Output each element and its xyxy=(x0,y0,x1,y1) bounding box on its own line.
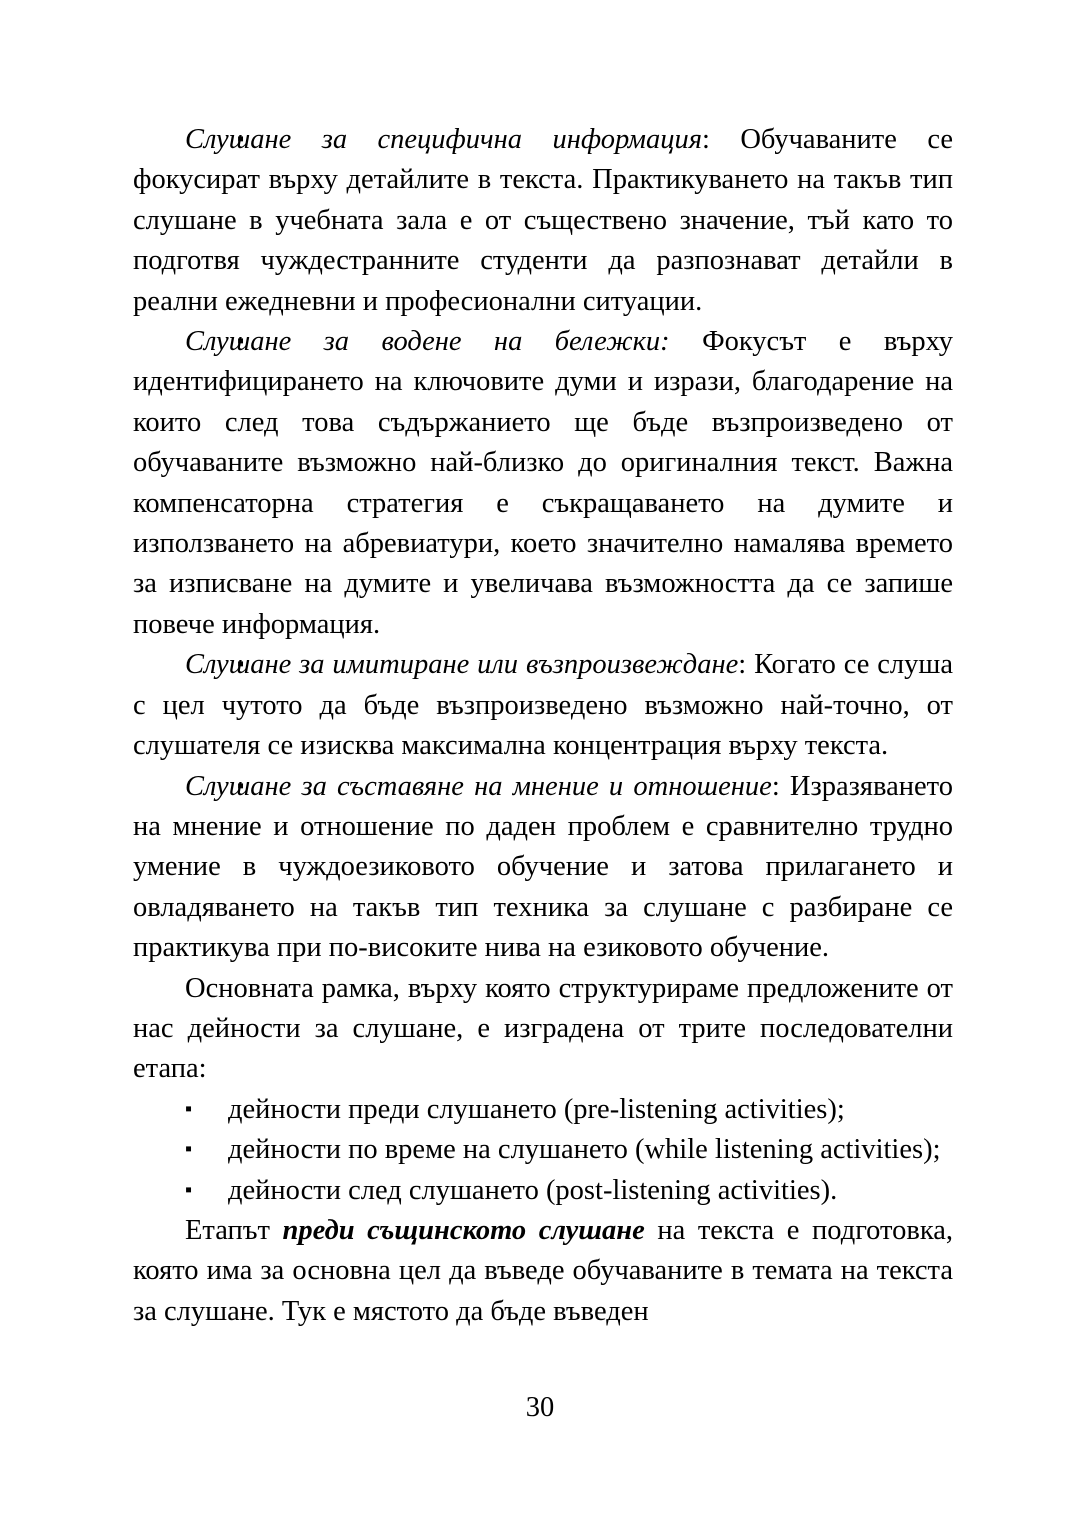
list-item-text: Фокусът е върху идентифицирането на ключовите думи и изрази, благодарение на които след това съдържанието ще бъде възпроизведено от обучаваните възможно най-близко до оригиналния текст. Важна компенсаторна стратегия е съкращаването на думите и използването на абревиатури, което значително намалява времето за изписване на думите и увеличава възможността да се запише повече информация. xyxy=(133,326,953,640)
paragraph-text-part2: на текста е подготовка, която има за основна цел да въведе обучаваните в темата на текста за слушане. Тук е мястото да бъде въведен xyxy=(133,1214,954,1327)
paragraph-framework: Основната рамка, върху която структурираме предложените от нас дейности за слушане, е изградена от трите последователни етапа: xyxy=(133,972,953,1085)
list-item: ▪ дейности след слушането (post-listening activities). xyxy=(133,1171,953,1211)
list-item-text: : Изразяването на мнение и отношение по даден проблем е сравнително трудно умение в чуждоезиковото обучение и затова прилагането и овладяването на такъв тип техника за слушане с разбиране се практикува при по-високите нива на езиковото обучение. xyxy=(133,770,953,964)
list-item xyxy=(133,322,953,645)
paragraph-text-part1: Етапът xyxy=(185,1214,283,1246)
list-item-lead: Слушане за съставяне на мнение и отношение xyxy=(185,770,772,802)
list-item xyxy=(133,645,953,766)
list-item xyxy=(133,767,953,969)
list-item-lead: Слушане за специфична информация xyxy=(185,124,702,155)
list-item: ▪ дейности по време на слушането (while listening activities); xyxy=(133,1130,953,1170)
page-content xyxy=(133,120,953,1332)
list-item xyxy=(133,120,953,322)
stages-list xyxy=(133,1090,953,1211)
list-item: ▪ дейности преди слушането (pre-listening activities); xyxy=(133,1090,953,1130)
paragraph-emphasis: преди същинското слушане xyxy=(282,1214,645,1246)
list-item-lead: Слушане за имитиране или възпроизвеждане xyxy=(185,649,739,681)
listening-types-list xyxy=(133,120,953,969)
list-item-lead: Слушане за водене на бележки: xyxy=(185,326,670,358)
list-item-text: : Когато се слуша с цел чутото да бъде възпроизведено възможно най-точно, от слушателя се изисква максимална концентрация върху текста. xyxy=(133,649,953,762)
paragraph-pre-listening xyxy=(133,1211,953,1332)
page-number: 30 xyxy=(525,1392,555,1423)
list-item-text: : Обучаваните се фокусират върху детайлите в текста. Практикуването на такъв тип слушане в учебната зала е от съществено значение, тъй като то подготвя чуждестранните студенти да разпознават детайли в реални ежедневни и професионални ситуации. xyxy=(133,124,953,317)
